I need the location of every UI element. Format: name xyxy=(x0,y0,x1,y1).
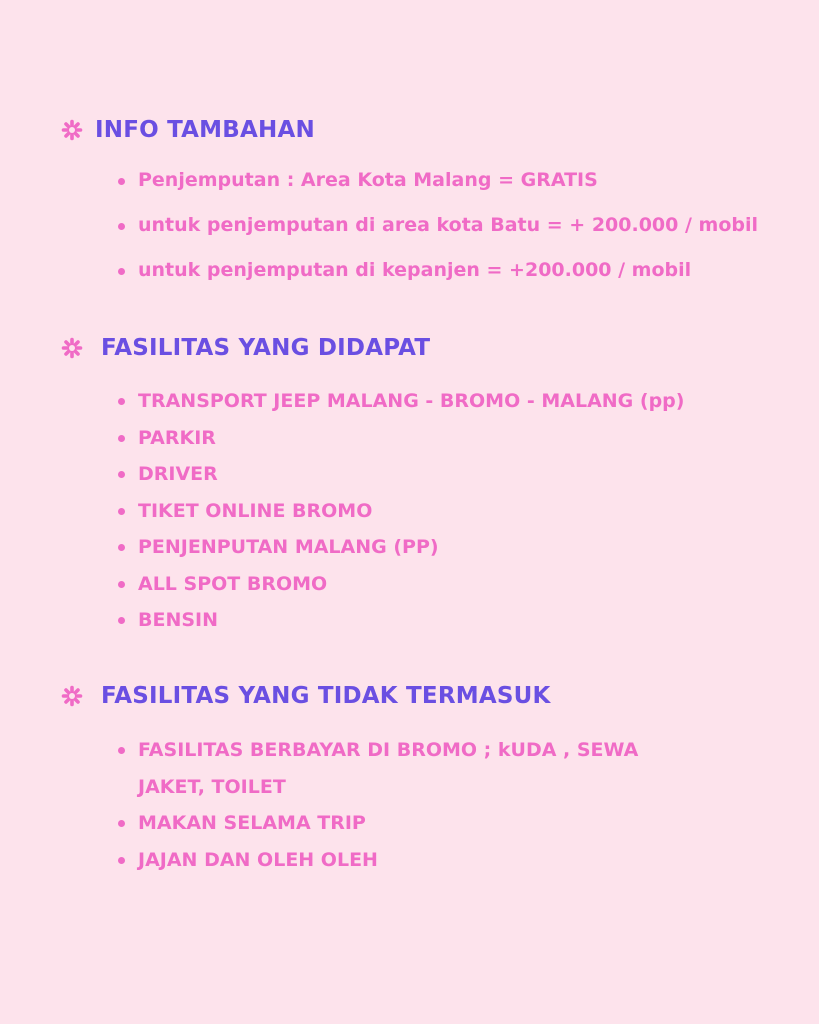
fasilitas-didapat-list xyxy=(116,383,684,639)
section-heading-fasilitas-didapat xyxy=(61,330,430,366)
section-title: FASILITAS YANG TIDAK TERMASUK xyxy=(101,683,551,709)
asterisk-flower-icon xyxy=(61,337,83,359)
list-item: untuk penjemputan di kepanjen = +200.000 / mobil xyxy=(116,248,758,293)
asterisk-flower-icon xyxy=(61,685,83,707)
list-item: TRANSPORT JEEP MALANG - BROMO - MALANG (pp) xyxy=(116,383,684,420)
list-item: Penjemputan : Area Kota Malang = GRATIS xyxy=(116,158,758,203)
list-item: DRIVER xyxy=(116,456,684,493)
asterisk-flower-icon xyxy=(61,119,83,141)
section-heading-fasilitas-tidak-termasuk xyxy=(61,678,551,714)
fasilitas-tidak-termasuk-list xyxy=(116,732,698,878)
list-item: PARKIR xyxy=(116,420,684,457)
list-item: TIKET ONLINE BROMO xyxy=(116,493,684,530)
section-title: FASILITAS YANG DIDAPAT xyxy=(101,335,431,361)
section-title: INFO TAMBAHAN xyxy=(95,117,315,143)
list-item: BENSIN xyxy=(116,602,684,639)
list-item: FASILITAS BERBAYAR DI BROMO ; kUDA , SEWA JAKET, TOILET xyxy=(116,732,698,805)
section-heading-info-tambahan xyxy=(61,112,315,148)
list-item: JAJAN DAN OLEH OLEH xyxy=(116,842,698,879)
info-tambahan-list xyxy=(116,158,758,293)
list-item: PENJENPUTAN MALANG (PP) xyxy=(116,529,684,566)
list-item: MAKAN SELAMA TRIP xyxy=(116,805,698,842)
list-item: ALL SPOT BROMO xyxy=(116,566,684,603)
list-item: untuk penjemputan di area kota Batu = + 200.000 / mobil xyxy=(116,203,758,248)
